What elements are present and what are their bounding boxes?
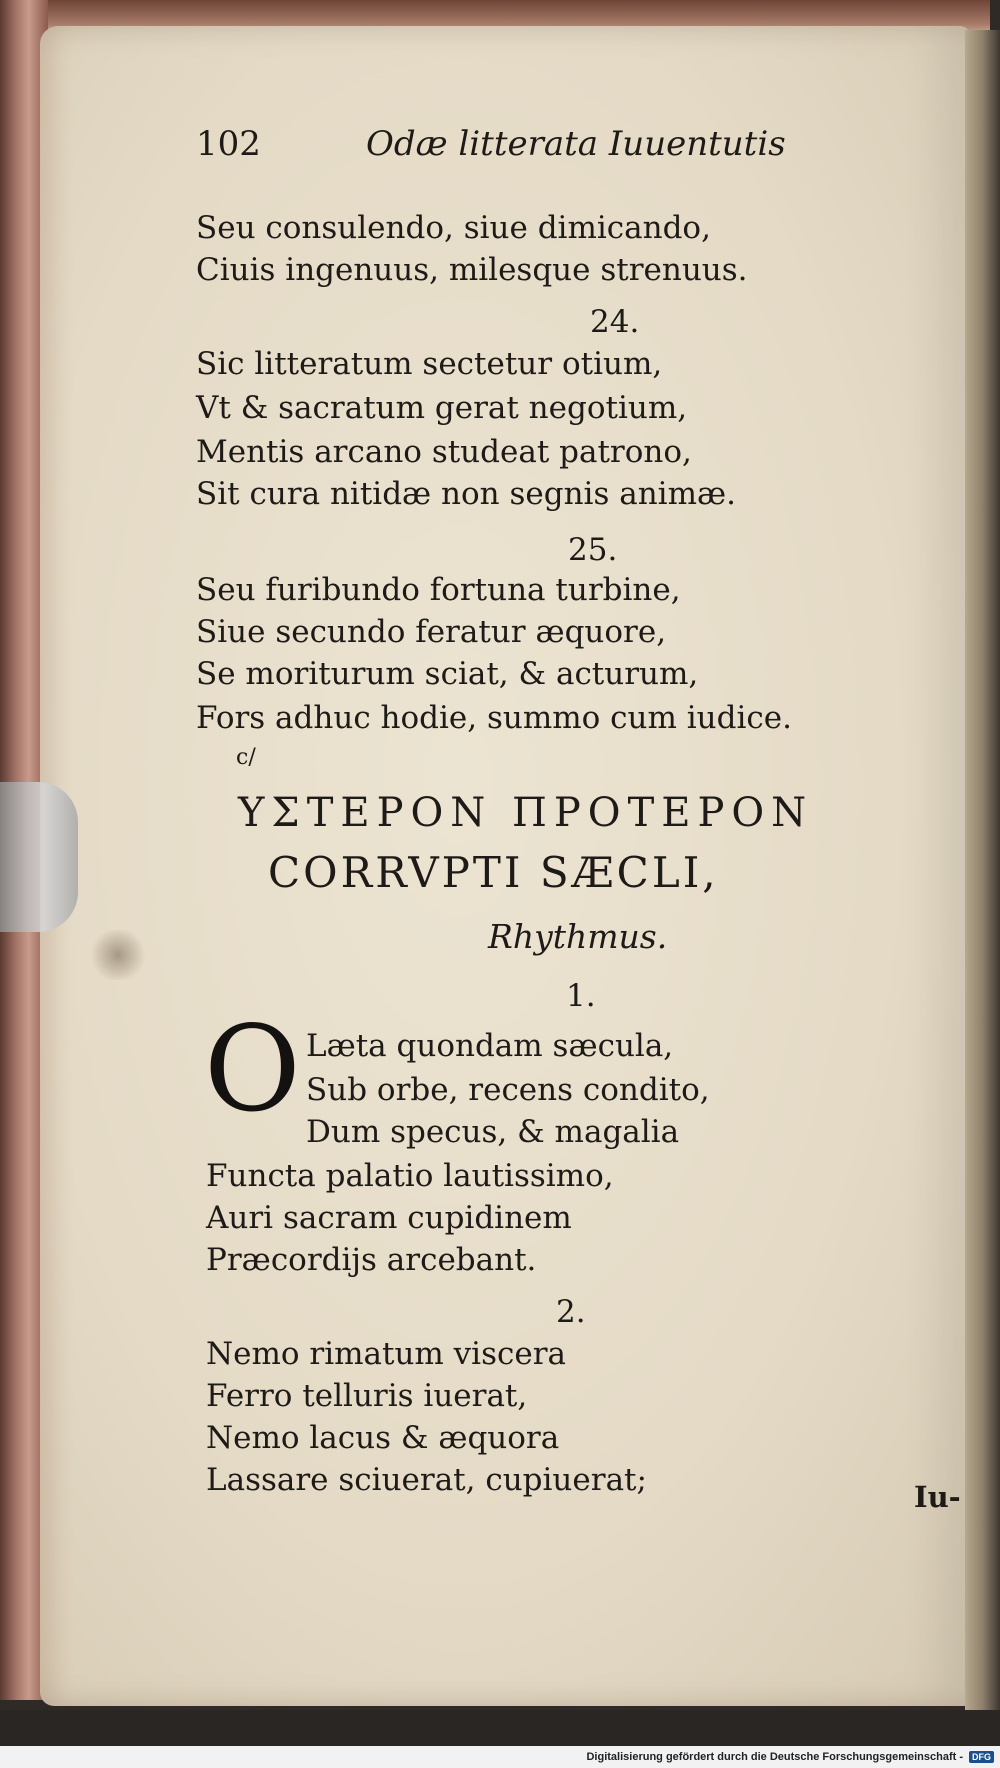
credit-text: Digitalisierung gefördert durch die Deutsche Forschungsgemeinschaft - — [586, 1751, 963, 1763]
paper-stain — [88, 930, 148, 980]
stanza-number: 25. — [568, 532, 618, 568]
verse-line: Nemo rimatum viscera — [206, 1336, 567, 1372]
title-latin: CORRVPTI SÆCLI, — [268, 848, 719, 897]
verse-line: Seu furibundo fortuna turbine, — [196, 572, 681, 608]
verse-line: Præcordijs arcebant. — [206, 1242, 537, 1278]
stanza-number: 2. — [556, 1294, 586, 1330]
verse-line: Nemo lacus & æquora — [206, 1420, 560, 1456]
verse-line: Mentis arcano studeat patrono, — [196, 434, 692, 470]
verse-line: Læta quondam sæcula, — [306, 1028, 674, 1064]
catchword: Iu- — [914, 1480, 961, 1514]
verse-line: Se moriturum sciat, & acturum, — [196, 656, 699, 692]
verse-line: Functa palatio lautissimo, — [206, 1158, 614, 1194]
title-greek: ΥΣΤΕΡΟΝ ΠΡΟΤΕΡΟΝ — [238, 790, 814, 836]
verse-line: Sub orbe, recens condito, — [306, 1072, 710, 1108]
title-subtitle: Rhythmus. — [488, 917, 668, 956]
stanza-number: 24. — [590, 304, 640, 340]
credit-bar — [0, 1746, 1000, 1768]
verse-line: Auri sacram cupidinem — [206, 1200, 572, 1236]
stanza-number: 1. — [566, 978, 596, 1014]
verse-line: Seu consulendo, siue dimicando, — [196, 210, 711, 246]
verse-line: Sic litteratum sectetur otium, — [196, 346, 663, 382]
dfg-logo-icon: DFG — [969, 1751, 994, 1763]
running-title: Odæ litterata Iuuentutis — [366, 124, 786, 164]
verse-line: Vt & sacratum gerat negotium, — [196, 390, 688, 426]
page-number: 102 — [196, 124, 261, 164]
facing-page-edge — [965, 30, 1000, 1710]
verse-line: Ferro telluris iuerat, — [206, 1378, 528, 1414]
verse-line: Fors adhuc hodie, summo cum iudice. — [196, 700, 792, 736]
stray-mark: c/ — [236, 745, 256, 770]
drop-cap: O — [204, 1000, 301, 1138]
verse-line: Siue secundo feratur æquore, — [196, 614, 667, 650]
verse-line: Sit cura nitidæ non segnis animæ. — [196, 476, 736, 512]
verse-line: Dum specus, & magalia — [306, 1114, 680, 1150]
clasp-icon — [0, 782, 78, 932]
verse-line: Ciuis ingenuus, milesque strenuus. — [196, 252, 748, 288]
verse-line: Lassare sciuerat, cupiuerat; — [206, 1462, 647, 1498]
